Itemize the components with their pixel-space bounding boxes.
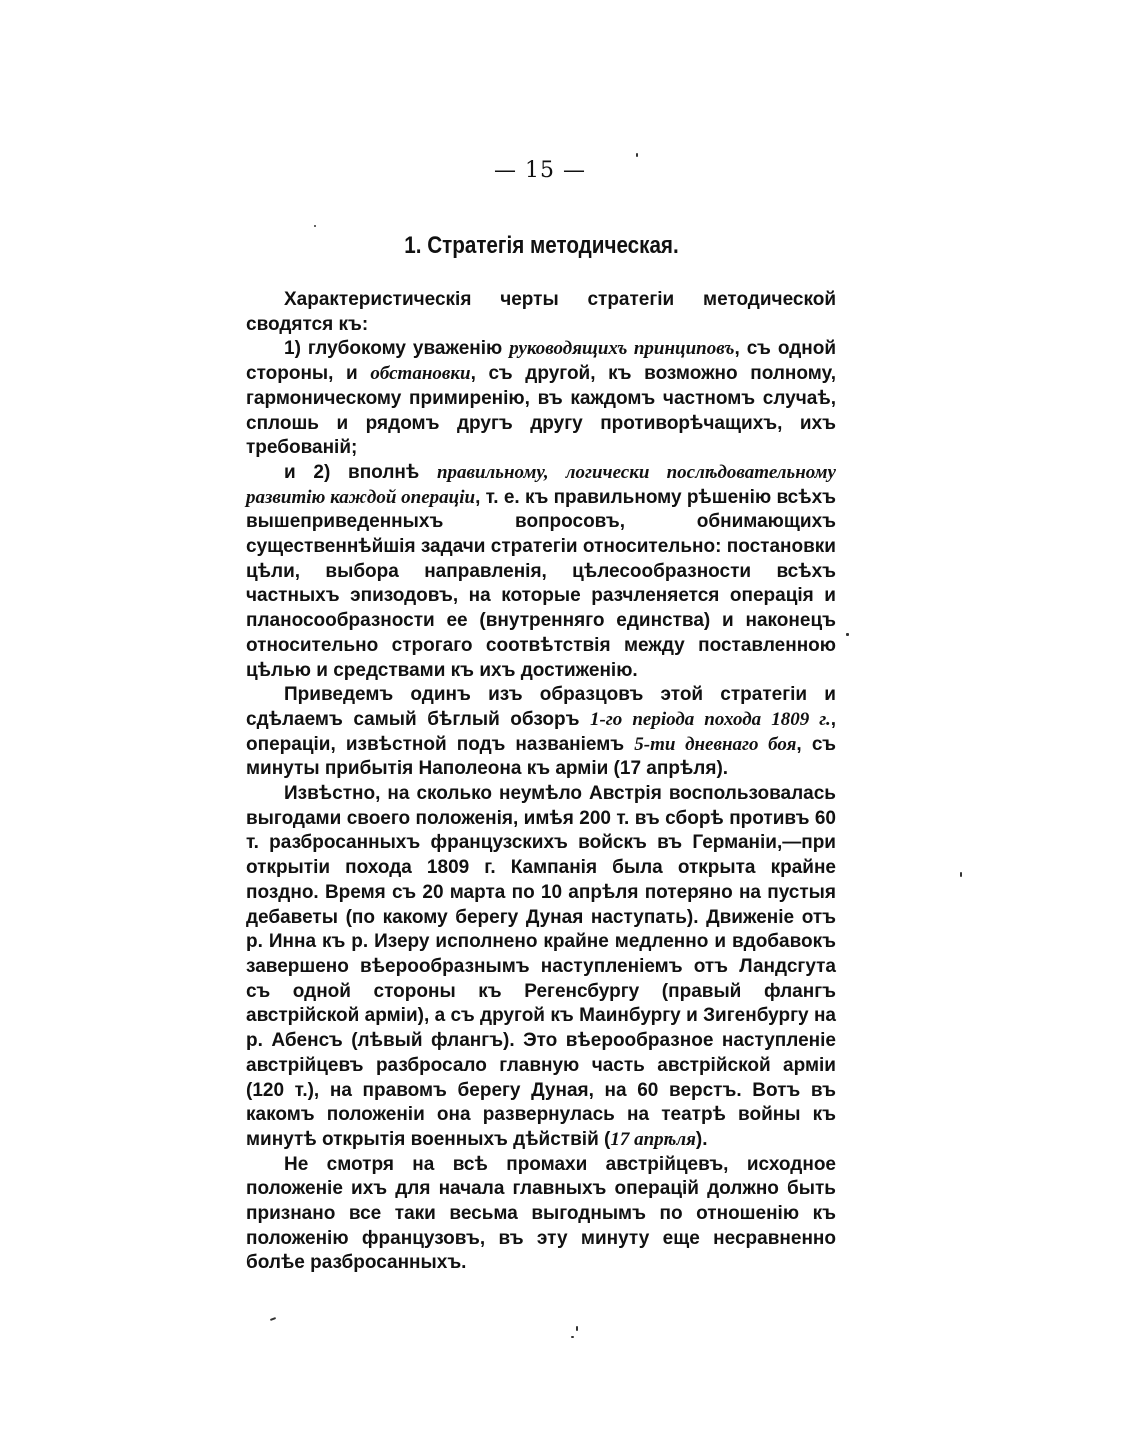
text-run: , операціи, извѣстной подъ названіемъ (246, 708, 836, 755)
text-run: , съ другой, къ возможно полному, гармоническому примиренію, въ каждомъ частномъ случаѣ, сплошь и рядомъ другъ другу противорѣчащихъ, ихъ требованій; (246, 363, 836, 459)
text-run: ). (695, 1128, 708, 1150)
emphasis-run: правильному, логически послѣдовательному развитію каждой операціи (246, 461, 836, 508)
text-run: Приведемъ одинъ изъ образцовъ этой стратегіи и сдѣлаемъ самый бѣглый обзоръ (246, 684, 836, 730)
section-heading: 1. Стратегія методическая. (404, 232, 679, 259)
text-run: Не смотря на всѣ промахи австрійцевъ, исходное положеніе ихъ для начала главныхъ операцій должно быть признано все таки весьма выгоднымъ по отношенію къ положенію французовъ, въ эту минуту еще несравненно болѣе разбросанныхъ. (246, 1153, 836, 1274)
text-run: Извѣстно, на сколько неумѣло Австрія воспользовалась выгодами своего положенія, имѣя 200 т. въ сборѣ противъ 60 т. разбросанныхъ французскихъ войскъ въ Германіи,—при открытіи похода 1809 г. Кампанія была открыта крайне поздно. Время съ 20 марта по 10 апрѣля потеряно на пустыя дебаветы (по какому берегу Дуная наступать). Движеніе отъ р. Инна къ р. Изеру исполнено крайне медленно и вдобавокъ завершено вѣерообразнымъ наступленіемъ отъ Ландсгута съ одной стороны къ Регенсбургу (правый флангъ австрійской арміи), а съ другой къ Маинбургу и Зигенбургу на р. Абенсъ (лѣвый флангъ). Это вѣерообразное наступленіе австрійцевъ разбросало главную часть австрійской арміи (120 т.), на правомъ берегу Дуная, на 60 верстъ. Вотъ въ какомъ положеніи она развернулась на театрѣ войны къ минутѣ открытія военныхъ дѣйствій ( (246, 783, 836, 1150)
paragraph-6 (246, 1153, 836, 1277)
text-run: 1) глубокому уваженію (284, 338, 510, 360)
text-run: и 2) вполнѣ (284, 461, 437, 483)
emphasis-run: 1-го періода похода 1809 г. (589, 708, 831, 730)
text-run: , съ одной стороны, и (246, 338, 837, 385)
text-run: , съ минуты прибытія Наполеона къ арміи (17 апрѣля). (246, 733, 836, 780)
text-run: Характеристическія черты стратегіи методической сводятся къ: (246, 289, 836, 335)
emphasis-run: 5-ти дневнаго боя (634, 733, 797, 755)
paragraph-3 (246, 461, 836, 683)
page-number: — 15 — (494, 158, 586, 183)
emphasis-run: обстановки (370, 363, 471, 385)
emphasis-run: 17 апрѣля (610, 1128, 696, 1150)
paragraph-4 (246, 683, 836, 782)
paragraph-5 (246, 782, 836, 1153)
paragraph-1 (246, 288, 836, 337)
body-text (246, 288, 836, 1276)
paragraph-2 (246, 337, 836, 461)
emphasis-run: руководящихъ принциповъ (509, 338, 735, 360)
text-run: , т. е. къ правильному рѣшенію всѣхъ вышеприведенныхъ вопросовъ, обнимающихъ существеннѣйшія задачи стратегіи относительно: постановки цѣли, выбора направленія, цѣлесообразности всѣхъ частныхъ эпизодовъ, на которые разчленяется операція и планосообразности ее (внутренняго единства) и наконецъ относительно строгаго соотвѣтствія между поставленною цѣлью и средствами къ ихъ достиженію. (246, 486, 836, 681)
